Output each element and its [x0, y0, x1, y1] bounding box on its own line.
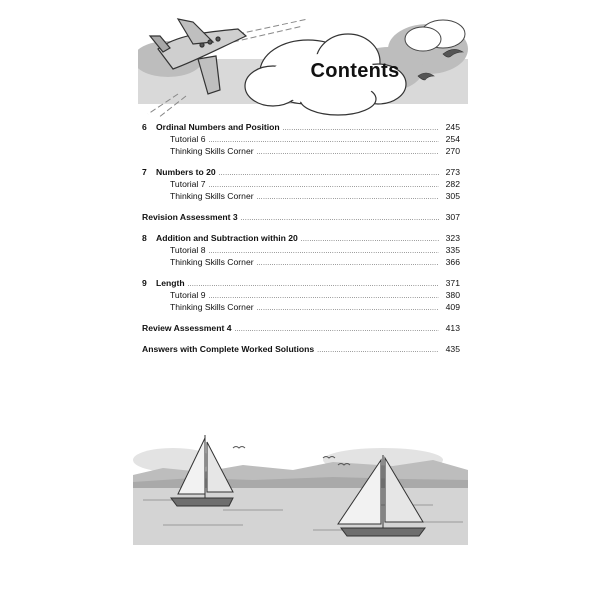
subentry-title: Tutorial 8 [170, 245, 206, 255]
dot-leader [257, 193, 439, 203]
dot-leader [317, 346, 439, 356]
toc-section-entry [142, 212, 460, 224]
toc-section-entry [142, 323, 460, 335]
dot-leader [257, 304, 439, 314]
dot-leader [219, 169, 439, 179]
entry-title: Review Assessment 4 [142, 323, 232, 333]
toc-subentry [142, 302, 460, 314]
toc-spacer [142, 314, 460, 323]
subentry-title: Tutorial 9 [170, 290, 206, 300]
toc-section-entry [142, 344, 460, 356]
dot-leader [209, 136, 439, 146]
page-number: 371 [445, 278, 460, 288]
dot-leader [257, 259, 439, 269]
page-number: 273 [445, 167, 460, 177]
toc-entry-label [142, 167, 216, 177]
sailboats-illustration [133, 430, 468, 545]
subentry-title: Thinking Skills Corner [170, 257, 254, 267]
toc-chapter-entry [142, 167, 460, 179]
page-number: 435 [445, 344, 460, 354]
subentry-title: Thinking Skills Corner [170, 146, 254, 156]
entry-title: Answers with Complete Worked Solutions [142, 344, 315, 354]
page-number: 254 [445, 134, 460, 144]
page-number: 413 [445, 323, 460, 333]
subentry-title: Thinking Skills Corner [170, 191, 254, 201]
subentry-title: Tutorial 6 [170, 134, 206, 144]
toc-spacer [142, 269, 460, 278]
dot-leader [283, 124, 439, 134]
toc-entry-label [142, 344, 314, 354]
table-of-contents [142, 122, 460, 356]
dot-leader [209, 181, 439, 191]
dot-leader [241, 214, 439, 224]
toc-subentry [142, 146, 460, 158]
page-number: 307 [445, 212, 460, 222]
toc-chapter-entry [142, 278, 460, 290]
chapter-number: 9 [142, 278, 147, 288]
dot-leader [235, 325, 440, 335]
toc-entry-label [142, 122, 280, 132]
chapter-number: 7 [142, 167, 147, 177]
toc-entry-label [142, 233, 298, 243]
page-number: 270 [445, 146, 460, 156]
toc-spacer [142, 335, 460, 344]
dot-leader [209, 247, 439, 257]
page-number: 282 [445, 179, 460, 189]
toc-spacer [142, 158, 460, 167]
toc-subentry [142, 257, 460, 269]
toc-spacer [142, 203, 460, 212]
toc-entry-label [142, 212, 238, 222]
entry-title: Ordinal Numbers and Position [156, 122, 280, 132]
toc-entry-label [142, 278, 185, 288]
toc-spacer [142, 224, 460, 233]
page-number: 380 [445, 290, 460, 300]
toc-subentry [142, 179, 460, 191]
entry-title: Numbers to 20 [156, 167, 216, 177]
dot-leader [188, 280, 439, 290]
page-number: 409 [445, 302, 460, 312]
page-title: Contents [310, 60, 400, 82]
dot-leader [301, 235, 439, 245]
page-number: 323 [445, 233, 460, 243]
entry-title: Revision Assessment 3 [142, 212, 238, 222]
toc-subentry [142, 290, 460, 302]
page-number: 335 [445, 245, 460, 255]
page-number: 245 [445, 122, 460, 132]
toc-subentry [142, 191, 460, 203]
page-number: 366 [445, 257, 460, 267]
dot-leader [209, 292, 439, 302]
entry-title: Length [156, 278, 185, 288]
toc-chapter-entry [142, 122, 460, 134]
chapter-number: 8 [142, 233, 147, 243]
entry-title: Addition and Subtraction within 20 [156, 233, 298, 243]
page-number: 305 [445, 191, 460, 201]
toc-entry-label [142, 323, 232, 333]
toc-chapter-entry [142, 233, 460, 245]
subentry-title: Thinking Skills Corner [170, 302, 254, 312]
dot-leader [257, 148, 439, 158]
chapter-number: 6 [142, 122, 147, 132]
subentry-title: Tutorial 7 [170, 179, 206, 189]
toc-subentry [142, 245, 460, 257]
toc-subentry [142, 134, 460, 146]
